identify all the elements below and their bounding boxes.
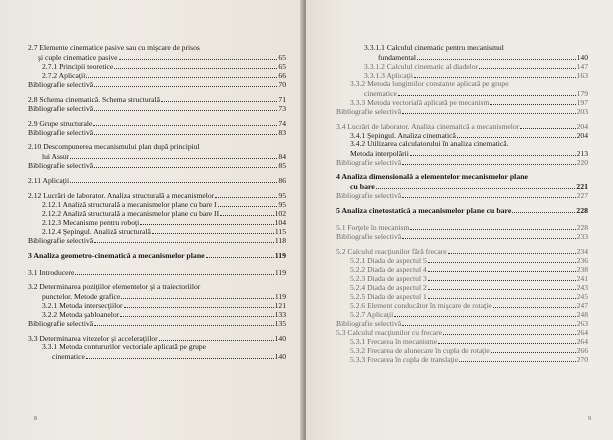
dot-leader (459, 355, 575, 362)
toc-entry-page: 65 (278, 52, 286, 62)
toc-entry-title: 2.12.1 Analiză structurală a mecanismelor plane cu bare I (42, 200, 217, 209)
toc-entry (28, 143, 286, 161)
toc-entry-title: şi cuple cinematice pasive (38, 52, 118, 62)
dot-leader (121, 292, 274, 299)
toc-entry (28, 104, 286, 114)
toc-entry-page: 264 (576, 337, 588, 346)
toc-entry-title: Bibliografie selectivă (28, 161, 94, 170)
toc-entry-title: 2.10 Descompunerea mecanismului plan după principiul (28, 142, 200, 151)
toc-entry-page: 140 (576, 52, 588, 62)
dot-leader (206, 251, 274, 258)
toc-entry-title: 2.12 Lucrări de laborator. Analiza structurală a mecanismelor (28, 191, 215, 200)
toc-entry (28, 44, 286, 62)
dot-leader (428, 256, 576, 263)
dot-leader (161, 95, 277, 102)
toc-entry-page: 104 (274, 218, 286, 227)
toc-entry-page: 115 (274, 227, 286, 236)
toc-entry-title: 3.3 Determinarea vitezelor şi acceleraţiilor (28, 334, 158, 343)
toc-entry-page: 83 (278, 128, 286, 137)
toc-entry-page: 71 (278, 95, 286, 104)
dot-leader (140, 218, 273, 225)
toc-entry-title: 3.2.2 Metoda şabloanelor (42, 310, 120, 319)
toc-entry-title: 5.3.3 Frecarea în cupla de translaţie (350, 355, 459, 364)
toc-entry-title: 5.2.6 Element conducător în mişcare de rotaţie (350, 301, 492, 310)
toc-entry-page: 85 (278, 161, 286, 170)
dot-leader (215, 191, 277, 198)
toc-entry (336, 355, 588, 365)
toc-entry-title: 3.4.1 Şepingul. Analiza cinematică (350, 131, 456, 140)
toc-entry-title: lui Assur (42, 151, 70, 161)
dot-leader (402, 319, 575, 326)
toc-entry-title: 3.4.2 Utilizarea calculatorului în analiza cinematică. (350, 139, 509, 148)
toc-entry-title: Bibliografie selectivă (336, 319, 402, 328)
toc-entry (336, 232, 588, 242)
toc-entry-title: Bibliografie selectivă (336, 158, 402, 167)
toc-entry-title: 3.3.2 Metoda lungimilor constante aplicată pe grupe (350, 79, 509, 88)
toc-entry-page: 204 (576, 122, 588, 131)
dot-leader (70, 152, 277, 159)
dot-leader (120, 310, 273, 317)
toc-entry (336, 191, 588, 201)
toc-entry (336, 80, 588, 98)
dot-leader (94, 80, 277, 87)
dot-leader (414, 71, 576, 78)
toc-entry-title: 5.3.1 Frecarea în mecanisme (350, 337, 438, 346)
dot-leader (410, 149, 576, 156)
toc-entry-title: 5.1 Forţele în mecanism (336, 223, 410, 232)
left-page (0, 0, 304, 440)
toc-entry-title: Bibliografie selectivă (28, 236, 94, 245)
dot-leader (438, 337, 576, 344)
page-number: 8 (34, 416, 37, 422)
dot-leader (94, 104, 277, 111)
dot-leader (394, 310, 575, 317)
toc-entry (336, 173, 588, 191)
toc-entry-page: 119 (274, 251, 286, 260)
toc-entry-page: 238 (576, 265, 588, 274)
toc-entry (336, 107, 588, 117)
toc-entry-title: 3.3.1 Metoda contururilor vectoriale aplicată pe grupe (42, 342, 207, 351)
toc-entry-title: 2.12.4 Şepingul. Analiză structurală (42, 227, 151, 236)
dot-leader (428, 274, 576, 281)
dot-leader (491, 346, 576, 353)
toc-entry-page: 65 (278, 62, 286, 71)
toc-entry-page: 270 (576, 355, 588, 364)
dot-leader (159, 334, 274, 341)
toc-entry-title: Bibliografie selectivă (28, 104, 94, 113)
dot-leader (512, 206, 575, 213)
dot-leader (398, 89, 576, 96)
toc-entry-title: cu bare (350, 181, 375, 191)
dot-leader (93, 119, 277, 126)
toc-entry (28, 319, 286, 329)
toc-entry-page: 245 (576, 292, 588, 301)
toc-entry-page: 73 (278, 104, 286, 113)
dot-leader (402, 158, 575, 165)
toc-entry-title: Metoda interpolării (350, 148, 409, 158)
dot-leader (402, 232, 575, 239)
toc-entry-page: 203 (576, 107, 588, 116)
toc-entry-page: 147 (576, 62, 588, 71)
dot-leader (428, 283, 576, 290)
toc-entry-page: 70 (278, 80, 286, 89)
toc-entry (28, 268, 286, 278)
dot-leader (443, 328, 576, 335)
dot-leader (94, 128, 277, 135)
toc-entry-title: 2.12.2 Analiză structurală a mecanismelor plane cu bare II (42, 209, 220, 218)
toc-entry-title: 3.4 Lucrări de laborator. Analiza cinematică a mecanismelor (336, 122, 520, 131)
toc-entry-page: 221 (576, 181, 588, 191)
toc-entry-title: 5.2 Calculul reacţiunilor fără frecare (336, 247, 447, 256)
toc-entry-title: 3 Analiza geometro-cinematică a mecanismelor plane (28, 251, 205, 260)
toc-entry-title: 2.9 Grupe structurale (28, 119, 93, 128)
dot-leader (376, 182, 576, 189)
dot-leader (490, 98, 575, 105)
toc-entry (28, 283, 286, 301)
toc-entry-title: Bibliografie selectivă (336, 191, 402, 200)
toc-entry-page: 84 (278, 151, 286, 161)
toc-entry-page: 264 (576, 328, 588, 337)
toc-entry-page: 140 (274, 351, 286, 361)
toc-entry (28, 176, 286, 186)
dot-leader (428, 292, 576, 299)
toc-entry-title: 2.7.1 Principii teoretice (42, 62, 114, 71)
toc-entry-title: 4 Analiza dimensională a elementelor mecanismelor plane (336, 172, 529, 181)
toc-entry (28, 128, 286, 138)
toc-entry-page: 119 (274, 268, 286, 277)
toc-entry-page: 133 (274, 310, 286, 319)
dot-leader (75, 268, 274, 275)
toc-entry-page: 233 (576, 232, 588, 241)
toc-entry-title: punctelor. Metode grafice (42, 291, 121, 301)
dot-leader (448, 247, 576, 254)
toc-entry-page: 95 (278, 200, 286, 209)
toc-entry-page: 236 (576, 256, 588, 265)
toc-entry-title: cinematice (364, 88, 397, 98)
toc-entry-title: 5.2.7 Aplicaţii (350, 310, 394, 319)
dot-leader (520, 122, 575, 129)
toc-entry-page: 220 (576, 158, 588, 167)
toc-entry-page: 263 (576, 319, 588, 328)
dot-leader (94, 236, 274, 243)
toc-entry (28, 161, 286, 171)
toc-entry-title: Bibliografie selectivă (336, 232, 402, 241)
toc-entry (28, 236, 286, 246)
toc-entry-title: 5.2.2 Diada de aspectul 4 (350, 265, 427, 274)
toc-entry-title: 5.2.4 Diada de aspectul 2 (350, 283, 427, 292)
toc-entry-page: 204 (576, 131, 588, 140)
dot-leader (119, 53, 278, 60)
dot-leader (220, 209, 273, 216)
toc-entry (336, 44, 588, 62)
dot-leader (479, 62, 576, 69)
toc-entry-title: 3.3.1.1 Calculul cinematic pentru mecanismul (364, 43, 504, 52)
toc-entry-page: 74 (278, 119, 286, 128)
toc-entry-title: Bibliografie selectivă (28, 319, 94, 328)
toc-entry (28, 80, 286, 90)
toc-entry-title: 3.2.1 Metoda intersecţiilor (42, 301, 123, 310)
toc-entry-title: 3.3.1.2 Calculul cinematic al diadelor (364, 62, 479, 71)
right-page (306, 0, 613, 440)
toc-entry-page: 95 (278, 191, 286, 200)
toc-entry-title: Bibliografie selectivă (28, 80, 94, 89)
toc-entry-page: 179 (576, 88, 588, 98)
toc-entry-page: 266 (576, 346, 588, 355)
toc-entry-page: 234 (576, 247, 588, 256)
dot-leader (70, 176, 277, 183)
toc-entry (336, 158, 588, 168)
toc-entry-title: 2.7.2 Aplicaţii (42, 71, 86, 80)
toc-entry-title: 3.2 Determinarea poziţiilor elementelor şi a traiectoriilor (28, 282, 201, 291)
toc-entry-title: Bibliografie selectivă (28, 128, 94, 137)
dot-leader (402, 191, 575, 198)
toc-entry-page: 228 (576, 206, 588, 215)
dot-leader (417, 53, 576, 60)
toc-entry-title: cinematice (52, 351, 85, 361)
dot-leader (152, 227, 274, 234)
toc-entry-page: 243 (576, 283, 588, 292)
toc-entry (28, 251, 286, 261)
dot-leader (402, 107, 575, 114)
toc-entry-page: 241 (576, 274, 588, 283)
dot-leader (94, 319, 273, 326)
toc-entry-page: 86 (278, 176, 286, 185)
toc-entry-title: 2.12.3 Mecanisme pentru roboţi (42, 218, 140, 227)
toc-entry-page: 247 (576, 301, 588, 310)
toc-entry-page: 248 (576, 310, 588, 319)
dot-leader (410, 223, 575, 230)
toc-entry-title: Bibliografie selectivă (336, 107, 402, 116)
toc-entry-title: 3.3.1.3 Aplicaţii (364, 71, 413, 80)
toc-entry-title: 3.3.3 Metoda vectorială aplicată pe mecanism (350, 98, 490, 107)
toc-entry-title: 2.7 Elemente cinematice pasive sau cu mişcare de prisos (28, 43, 200, 52)
toc-entry-page: 121 (274, 301, 286, 310)
toc-entry-title: 5.3 Calculul reacţiunilor cu frecare (336, 328, 443, 337)
toc-entry-title: 5.2.3 Diada de aspectul 3 (350, 274, 427, 283)
toc-entry-page: 140 (274, 334, 286, 343)
toc-entry-title: 5 Analiza cinetostatică a mecanismelor plane cu bare (336, 206, 512, 215)
toc-entry-page: 118 (274, 236, 286, 245)
dot-leader (428, 265, 576, 272)
toc-entry-page: 197 (576, 98, 588, 107)
toc-entry-title: 2.11 Aplicaţii (28, 176, 70, 185)
toc-entry-title: 2.8 Schema cinematică. Schema structurală (28, 95, 160, 104)
dot-leader (457, 131, 576, 138)
page-number: 9 (588, 416, 591, 422)
toc-entry-page: 163 (576, 71, 588, 80)
toc-entry (28, 343, 286, 361)
toc-entry-title: 5.2.1 Diada de aspectul 5 (350, 256, 427, 265)
toc-entry-page: 119 (274, 291, 286, 301)
toc-entry (336, 140, 588, 158)
toc-entry-title: 3.1 Introducere (28, 268, 75, 277)
toc-entry-page: 227 (576, 191, 588, 200)
toc-entry-page: 135 (274, 319, 286, 328)
toc-entry-page: 66 (278, 71, 286, 80)
toc-entry-title: 5.3.2 Frecarea de alunecare în cupla de rotaţie (350, 346, 490, 355)
toc-entry-title: fundamental (378, 52, 416, 62)
toc-entry-page: 213 (576, 148, 588, 158)
toc-entry (336, 206, 588, 216)
dot-leader (114, 62, 277, 69)
dot-leader (86, 71, 277, 78)
dot-leader (124, 301, 274, 308)
toc-entry-page: 102 (274, 209, 286, 218)
toc-entry-title: 5.2.5 Diada de aspectul 1 (350, 292, 427, 301)
dot-leader (94, 161, 277, 168)
toc-entry-page: 228 (576, 223, 588, 232)
dot-leader (493, 301, 576, 308)
dot-leader (86, 352, 274, 359)
dot-leader (218, 200, 278, 207)
